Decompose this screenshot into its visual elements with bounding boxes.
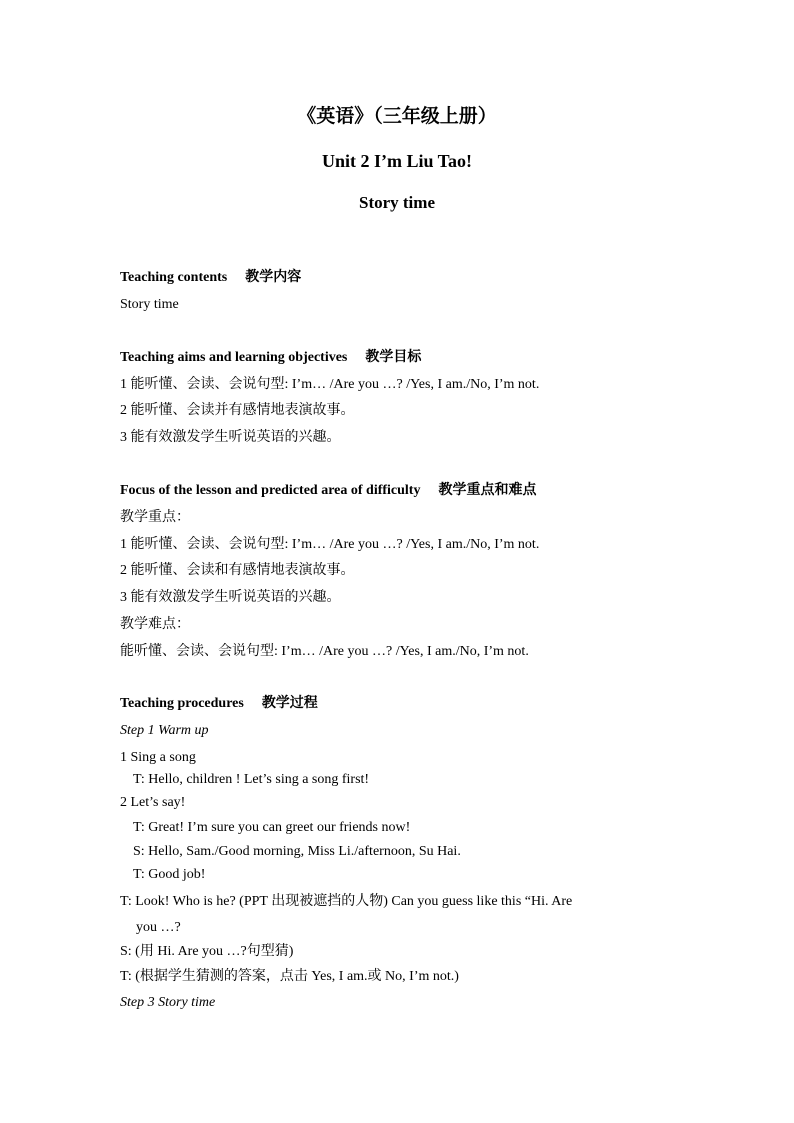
unit-title: Unit 2 I’m Liu Tao! (321, 151, 473, 171)
aim-item-2: 2 能听懂、会读并有感情地表演故事。 (120, 403, 355, 418)
focus-heading (120, 481, 536, 501)
procedure-line: you …? (136, 920, 181, 935)
procedure-line: T: Good job! (133, 867, 206, 882)
key-item-3: 3 能有效激发学生听说英语的兴趣。 (120, 590, 341, 605)
step-3-heading: Step 3 Story time (120, 995, 216, 1010)
procedures-heading (120, 694, 318, 714)
aim-item-3: 3 能有效激发学生听说英语的兴趣。 (120, 430, 341, 445)
procedure-line: T: Hello, children ! Let’s sing a song first! (133, 772, 370, 787)
aims-heading-en: Teaching aims and learning objectives (120, 350, 348, 365)
aims-heading (120, 348, 421, 368)
contents-heading (120, 268, 301, 288)
procedure-line: S: (用 Hi. Are you …?句型猜) (120, 944, 294, 959)
procedure-line: T: Great! I’m sure you can greet our friends now! (133, 820, 411, 835)
procedure-line: 2 Let’s say! (120, 795, 186, 810)
contents-heading-cn: 教学内容 (245, 270, 302, 285)
procedure-line: T: Look! Who is he? (PPT 出现被遮挡的人物) Can you guess like this “Hi. Are (120, 894, 573, 909)
aim-item-1: 1 能听懂、会读、会说句型: I’m… /Are you …? /Yes, I am./No, I’m not. (120, 377, 540, 392)
key-item-1: 1 能听懂、会读、会说句型: I’m… /Are you …? /Yes, I am./No, I’m not. (120, 537, 540, 552)
contents-text: Story time (120, 297, 179, 312)
difficulty-text: 能听懂、会读、会说句型: I’m… /Are you …? /Yes, I am./No, I’m not. (120, 644, 529, 659)
procedures-heading-cn: 教学过程 (261, 696, 318, 711)
procedure-line: S: Hello, Sam./Good morning, Miss Li./afternoon, Su Hai. (133, 844, 461, 859)
section-title: Story time (358, 193, 435, 212)
procedure-line: T: (根据学生猜测的答案，点击 Yes, I am.或 No, I’m not.) (120, 969, 459, 984)
step-1-heading: Step 1 Warm up (120, 723, 209, 738)
aims-heading-cn: 教学目标 (365, 350, 422, 365)
book-title: 《英语》（三年级上册） (297, 106, 497, 127)
key-item-2: 2 能听懂、会读和有感情地表演故事。 (120, 563, 355, 578)
contents-heading-en: Teaching contents (120, 270, 228, 285)
procedure-line: 1 Sing a song (120, 750, 196, 765)
procedures-heading-en: Teaching procedures (120, 696, 244, 711)
difficulty-label: 教学难点： (120, 617, 190, 632)
focus-heading-en: Focus of the lesson and predicted area of difficulty (120, 483, 421, 498)
focus-heading-cn: 教学重点和难点 (438, 483, 537, 498)
key-points-label: 教学重点： (120, 510, 190, 525)
